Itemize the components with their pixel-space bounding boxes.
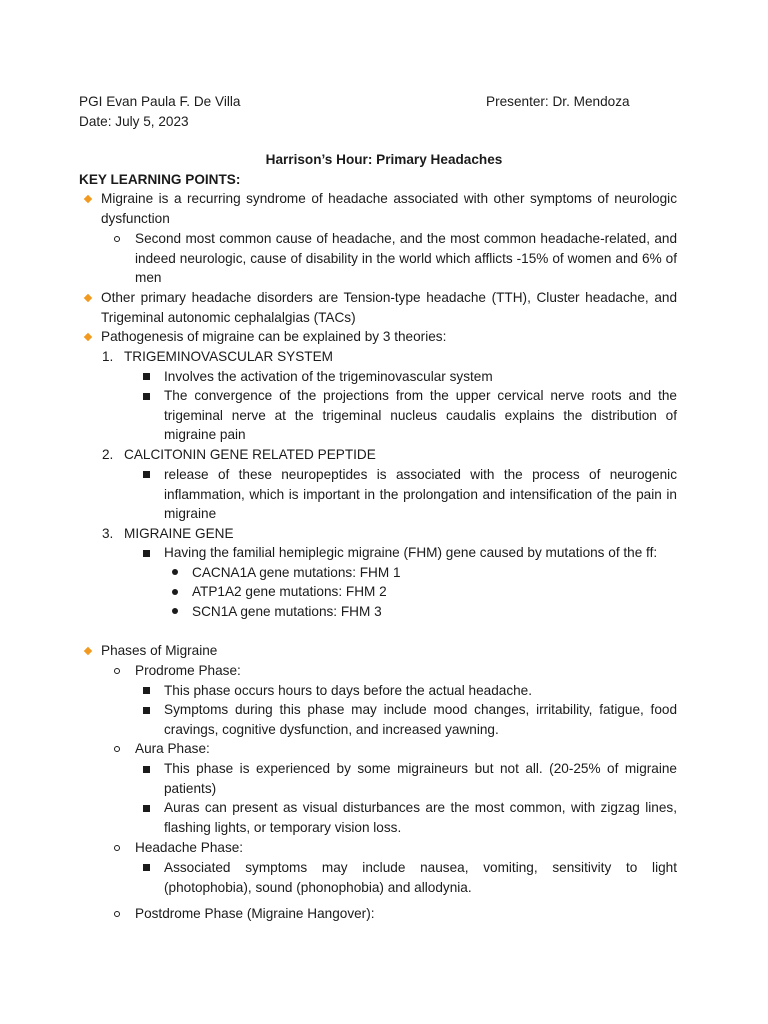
gene-scn1a: SCN1A gene mutations: FHM 3 xyxy=(192,604,382,619)
theory1-point2: The convergence of the projections from the upper cervical nerve roots and the trigeminal nerve at the trigeminal nucleus caudalis explains the distribution of migraine pain xyxy=(164,388,677,443)
list-number: 2. xyxy=(102,447,114,462)
theory3-point1: Having the familial hemiplegic migraine (FHM) gene caused by mutations of the ff: xyxy=(164,545,658,560)
bullet-migraine-definition: Migraine is a recurring syndrome of headache associated with other symptoms of neurologic dysfunction xyxy=(101,191,677,226)
theory-trigeminovascular: TRIGEMINOVASCULAR SYSTEM xyxy=(124,349,333,364)
phase-headache: Headache Phase: xyxy=(135,840,244,855)
document-title: Harrison’s Hour: Primary Headaches xyxy=(265,152,503,167)
bullet-phases: Phases of Migraine xyxy=(101,643,218,658)
phase-prodrome: Prodrome Phase: xyxy=(135,663,241,678)
circle-bullet-icon xyxy=(114,668,120,674)
circle-bullet-icon xyxy=(114,845,120,851)
bullet-other-headaches: Other primary headache disorders are Tension-type headache (TTH), Cluster headache, and Trigeminal autonomic cephalalgias (TACs) xyxy=(101,290,677,325)
prodrome-point1: This phase occurs hours to days before the actual headache. xyxy=(164,683,533,698)
dot-bullet-icon xyxy=(172,569,178,575)
diamond-bullet-icon xyxy=(84,647,92,655)
square-bullet-icon xyxy=(143,373,150,380)
square-bullet-icon xyxy=(143,687,150,694)
bullet-pathogenesis: Pathogenesis of migraine can be explained by 3 theories: xyxy=(101,329,447,344)
date-line: Date: July 5, 2023 xyxy=(79,114,189,129)
circle-bullet-icon xyxy=(114,236,120,242)
theory-cgrp: CALCITONIN GENE RELATED PEPTIDE xyxy=(124,447,376,462)
square-bullet-icon xyxy=(143,471,150,478)
list-number: 1. xyxy=(102,349,114,364)
aura-point2: Auras can present as visual disturbances are the most common, with zigzag lines, flashing lights, or temporary vision loss. xyxy=(164,800,677,835)
phase-aura: Aura Phase: xyxy=(135,741,210,756)
aura-point1: This phase is experienced by some migraineurs but not all. (20-25% of migraine patients) xyxy=(164,761,677,796)
headache-point1: Associated symptoms may include nausea, vomiting, sensitivity to light (photophobia), sound (phonophobia) and allodynia. xyxy=(164,860,677,895)
list-number: 3. xyxy=(102,526,114,541)
gene-atp1a2: ATP1A2 gene mutations: FHM 2 xyxy=(192,584,387,599)
sub-bullet-disability: Second most common cause of headache, and the most common headache-related, and indeed neurologic, cause of disability in the world which afflicts -15% of women and 6% of men xyxy=(135,231,677,286)
dot-bullet-icon xyxy=(172,589,178,595)
theory2-point1: release of these neuropeptides is associated with the process of neurogenic inflammation, which is important in the prolongation and intensification of the pain in migraine xyxy=(164,467,677,522)
gene-cacna1a: CACNA1A gene mutations: FHM 1 xyxy=(192,565,401,580)
square-bullet-icon xyxy=(143,550,150,557)
circle-bullet-icon xyxy=(114,911,120,917)
theory-migraine-gene: MIGRAINE GENE xyxy=(124,526,234,541)
theory1-point1: Involves the activation of the trigeminovascular system xyxy=(164,369,493,384)
square-bullet-icon xyxy=(143,766,150,773)
square-bullet-icon xyxy=(143,707,150,714)
diamond-bullet-icon xyxy=(84,294,92,302)
presenter-name: Presenter: Dr. Mendoza xyxy=(486,94,630,109)
dot-bullet-icon xyxy=(172,608,178,614)
phase-postdrome: Postdrome Phase (Migraine Hangover): xyxy=(135,906,375,921)
circle-bullet-icon xyxy=(114,746,120,752)
prodrome-point2: Symptoms during this phase may include mood changes, irritability, fatigue, food cravings, cognitive dysfunction, and increased yawning. xyxy=(164,702,677,737)
square-bullet-icon xyxy=(143,805,150,812)
author-name: PGI Evan Paula F. De Villa xyxy=(79,94,241,109)
diamond-bullet-icon xyxy=(84,195,92,203)
square-bullet-icon xyxy=(143,393,150,400)
diamond-bullet-icon xyxy=(84,333,92,341)
section-heading: KEY LEARNING POINTS: xyxy=(79,172,241,187)
square-bullet-icon xyxy=(143,864,150,871)
